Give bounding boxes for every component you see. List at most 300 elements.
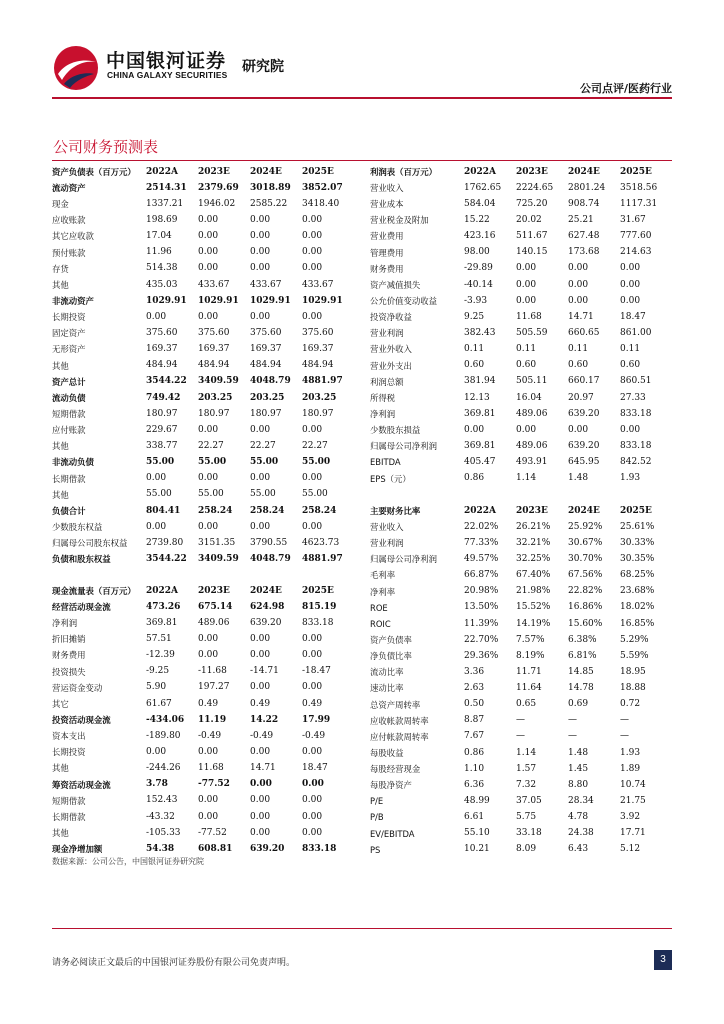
cell-value: 30.70% (568, 553, 603, 564)
table-row (52, 487, 348, 503)
table-row (370, 471, 666, 487)
table-row (370, 309, 666, 325)
row-label: 其他 (52, 360, 69, 371)
row-label: 归属母公司净利润 (370, 441, 437, 452)
cell-value: — (620, 731, 629, 742)
cell-value: 0.00 (302, 811, 323, 822)
cell-value: 55.00 (302, 457, 331, 468)
table-row (52, 680, 348, 696)
row-label: 营业收入 (370, 521, 404, 532)
row-label: 每股净资产 (370, 780, 412, 791)
cell-value: 627.48 (568, 231, 600, 242)
cell-value: 37.05 (516, 796, 542, 807)
row-label: 营业外收入 (370, 344, 412, 355)
cell-value: 1029.91 (250, 295, 291, 306)
table-row (370, 729, 666, 745)
cell-value: -0.49 (198, 730, 222, 741)
cell-value: — (620, 715, 629, 726)
table-row (52, 551, 348, 567)
cell-value: 5.59% (620, 650, 649, 661)
cell-value: 0.50 (464, 699, 485, 710)
cell-value: 198.69 (146, 214, 178, 225)
table-header-row (52, 164, 348, 180)
table-row (52, 761, 348, 777)
cell-value: 489.06 (198, 617, 230, 628)
cell-value: 1762.65 (464, 182, 502, 193)
cell-value: 0.00 (302, 827, 323, 838)
cell-value: 0.00 (516, 263, 537, 274)
row-label: 负债合计 (52, 505, 86, 516)
table-row (52, 631, 348, 647)
table-row (370, 503, 666, 519)
cell-value: 54.38 (146, 843, 175, 854)
row-label: 营业成本 (370, 199, 404, 210)
row-label: 归属母公司股东权益 (52, 538, 128, 549)
cell-value: 0.00 (302, 231, 323, 242)
cell-value: 55.00 (146, 457, 175, 468)
row-label: 净利润 (370, 408, 396, 419)
cell-value: -29.89 (464, 263, 493, 274)
cell-value: 61.67 (146, 698, 172, 709)
cell-value: 18.47 (302, 763, 328, 774)
cell-value: 0.00 (302, 746, 323, 757)
report-category: 公司点评/医药行业 (579, 82, 672, 95)
income-statement-table (370, 164, 666, 858)
table-row (52, 293, 348, 309)
cell-value: 140.15 (516, 247, 548, 258)
cell-value: 25.61% (620, 521, 655, 532)
table-row (370, 681, 666, 697)
cell-value: -77.52 (198, 827, 227, 838)
row-label: 其他 (52, 763, 69, 774)
cell-value: 6.43 (568, 844, 589, 855)
row-label: 流动负债 (52, 392, 86, 403)
cell-value: 11.39% (464, 618, 499, 629)
cell-value: 55.00 (302, 489, 328, 500)
cell-value: 22.02% (464, 521, 499, 532)
table-row (52, 615, 348, 631)
cell-value: 639.20 (250, 843, 285, 854)
table-row (52, 471, 348, 487)
row-label: 短期借款 (52, 408, 86, 419)
cell-value: 22.27 (198, 440, 224, 451)
cell-value: 11.64 (516, 683, 542, 694)
cell-value: 369.81 (146, 617, 178, 628)
cell-value: 2023E (516, 166, 548, 177)
cell-value: 0.00 (250, 521, 271, 532)
cell-value: 27.33 (620, 392, 646, 403)
row-label: 公允价值变动收益 (370, 295, 437, 306)
cell-value: 645.95 (568, 457, 600, 468)
cell-value: 0.00 (302, 521, 323, 532)
cell-value: 0.69 (568, 699, 589, 710)
cell-value: 0.00 (250, 650, 271, 661)
cell-value: 203.25 (198, 392, 233, 403)
header-divider (52, 97, 672, 99)
cell-value: 22.27 (250, 440, 276, 451)
cell-value: 0.00 (620, 295, 641, 306)
cell-value: 20.02 (516, 214, 542, 225)
cell-value: 11.68 (516, 311, 542, 322)
table-row (370, 438, 666, 454)
table-row (370, 648, 666, 664)
cell-value: 660.65 (568, 327, 600, 338)
row-label: 长期借款 (52, 473, 86, 484)
cell-value: 0.00 (302, 424, 323, 435)
row-label: 每股经营现金 (370, 764, 421, 775)
table-row (52, 535, 348, 551)
cell-value: 0.00 (198, 650, 219, 661)
cell-value: 23.68% (620, 586, 655, 597)
cell-value: 0.11 (464, 344, 485, 355)
cell-value: 0.60 (464, 360, 485, 371)
cell-value: 2022A (146, 585, 179, 596)
row-label: 主要财务比率 (370, 505, 421, 516)
cell-value: 0.00 (568, 279, 589, 290)
cell-value: 3.92 (620, 812, 641, 823)
cell-value: 0.00 (302, 650, 323, 661)
cell-value: 11.71 (516, 666, 542, 677)
cell-value: 1.45 (568, 763, 589, 774)
cell-value: 375.60 (146, 327, 178, 338)
cell-value: 0.00 (146, 746, 167, 757)
cell-value: 16.85% (620, 618, 655, 629)
cell-value: 2025E (302, 585, 334, 596)
cell-value: 489.06 (516, 440, 548, 451)
cell-value: 4881.97 (302, 553, 343, 564)
cell-value: 0.00 (198, 811, 219, 822)
cell-value: 169.37 (146, 344, 178, 355)
row-label: 投资净收益 (370, 312, 412, 323)
cell-value: 14.78 (568, 683, 594, 694)
table-row (370, 342, 666, 358)
cell-value: 173.68 (568, 247, 600, 258)
cell-value: 32.25% (516, 553, 551, 564)
cell-value: 1.10 (464, 763, 485, 774)
table-row (52, 358, 348, 374)
row-label: 其它应收款 (52, 231, 94, 242)
cell-value: 338.77 (146, 440, 178, 451)
cell-value: 0.49 (250, 698, 271, 709)
cell-value: 49.57% (464, 553, 499, 564)
cell-value: 15.52% (516, 602, 551, 613)
cell-value: 381.94 (464, 376, 496, 387)
cell-value: 11.68 (198, 763, 224, 774)
cell-value: 55.00 (250, 457, 279, 468)
row-label: EV/EBITDA (370, 828, 415, 839)
cell-value: 0.00 (302, 473, 323, 484)
table-row (370, 842, 666, 858)
table-row (370, 390, 666, 406)
cell-value: 4623.73 (302, 537, 340, 548)
galaxy-logo-icon (52, 44, 100, 92)
table-row (52, 196, 348, 212)
cell-value: 833.18 (620, 440, 652, 451)
cell-value: 505.59 (516, 327, 548, 338)
row-label: EPS（元） (370, 473, 411, 484)
cell-value: 0.49 (302, 698, 323, 709)
cell-value: 405.47 (464, 457, 496, 468)
cell-value: 1.89 (620, 763, 641, 774)
cell-value: 10.74 (620, 779, 646, 790)
cell-value: 180.97 (146, 408, 178, 419)
cell-value: 29.36% (464, 650, 499, 661)
cell-value (516, 487, 568, 503)
cell-value: 1.93 (620, 747, 641, 758)
cell-value: 203.25 (250, 392, 285, 403)
cell-value: 258.24 (250, 505, 285, 516)
table-row (370, 584, 666, 600)
row-label: 存货 (52, 263, 69, 274)
cell-value: 1029.91 (302, 295, 343, 306)
cell-value: 1.14 (516, 747, 537, 758)
cell-value: 660.17 (568, 376, 600, 387)
cell-value: -189.80 (146, 730, 181, 741)
cell-value: 16.04 (516, 392, 542, 403)
cell-value: -3.93 (464, 295, 488, 306)
cell-value: 7.57% (516, 634, 545, 645)
table-row (370, 664, 666, 680)
row-label: 营业收入 (370, 183, 404, 193)
cell-value: 32.21% (516, 537, 551, 548)
cell-value: 3418.40 (302, 198, 340, 209)
table-row (370, 487, 666, 503)
row-label (370, 487, 464, 503)
cell-value: 0.00 (198, 231, 219, 242)
table-row (370, 406, 666, 422)
row-label: 资产减值损失 (370, 279, 421, 290)
table-row (370, 713, 666, 729)
cell-value: 1029.91 (198, 295, 239, 306)
cell-value: 197.27 (198, 682, 230, 693)
cell-value: -105.33 (146, 827, 181, 838)
row-label: 毛利率 (370, 570, 396, 581)
table-row (52, 261, 348, 277)
cell-value: 5.90 (146, 682, 167, 693)
cell-value: 2801.24 (568, 182, 606, 193)
row-label: 投资活动现金流 (52, 714, 111, 725)
table-row (52, 406, 348, 422)
cell-value: 0.00 (516, 295, 537, 306)
table-row (370, 826, 666, 842)
table-row (370, 793, 666, 809)
cell-value: 16.86% (568, 602, 603, 613)
row-label: P/E (370, 796, 384, 807)
cell-value: 484.94 (198, 360, 230, 371)
cell-value: 169.37 (302, 344, 334, 355)
row-label: 流动比率 (370, 667, 404, 678)
cell-value: 0.00 (620, 424, 641, 435)
page-number: 3 (654, 950, 672, 970)
table-row (52, 229, 348, 245)
row-label: ROE (370, 602, 388, 613)
row-label: 应收账款 (52, 215, 86, 226)
cell-value: 2025E (302, 166, 334, 177)
cell-value: 31.67 (620, 214, 646, 225)
row-label: 长期投资 (52, 312, 86, 323)
cell-value: 180.97 (302, 408, 334, 419)
cell-value: 30.33% (620, 537, 655, 548)
cell-value: 0.65 (516, 699, 537, 710)
cell-value: -0.49 (302, 730, 326, 741)
row-label: 管理费用 (370, 247, 404, 258)
cell-value: 375.60 (250, 327, 282, 338)
cell-value: -40.14 (464, 279, 493, 290)
cell-value: 152.43 (146, 795, 178, 806)
row-label: 固定资产 (52, 328, 86, 339)
cell-value: 514.38 (146, 263, 178, 274)
cell-value: 0.00 (198, 424, 219, 435)
cell-value: 777.60 (620, 231, 652, 242)
table-row (52, 342, 348, 358)
cell-value: 833.18 (620, 408, 652, 419)
row-label: 其他 (52, 489, 69, 500)
row-label: 速动比率 (370, 683, 404, 694)
cell-value: 0.00 (250, 811, 271, 822)
cell-value: 0.00 (198, 214, 219, 225)
cell-value: 2025E (620, 505, 652, 516)
cell-value: -14.71 (250, 666, 279, 677)
cell-value: — (516, 731, 525, 742)
cell-value: 67.40% (516, 570, 551, 581)
cell-value: 2024E (568, 166, 600, 177)
cell-value: -11.68 (198, 666, 227, 677)
table-row (52, 180, 348, 196)
cell-value: 18.95 (620, 666, 646, 677)
table-header-row (52, 583, 348, 599)
table-row (52, 455, 348, 471)
cell-value: 3.36 (464, 666, 485, 677)
cell-value: 25.92% (568, 521, 603, 532)
cell-value: 0.00 (198, 746, 219, 757)
cell-value: 608.81 (198, 843, 233, 854)
cell-value: 0.60 (620, 360, 641, 371)
cell-value: 55.10 (464, 828, 490, 839)
cell-value: 98.00 (464, 247, 490, 258)
company-name-cn: 中国银河证券 (106, 50, 227, 72)
row-label: 现金 (52, 199, 69, 210)
cell-value: 624.98 (250, 601, 285, 612)
table-row (52, 599, 348, 615)
row-label: 现金流量表（百万元） (52, 585, 136, 596)
table-row (370, 293, 666, 309)
cell-value: 0.86 (464, 747, 485, 758)
cell-value: 842.52 (620, 457, 652, 468)
cell-value: 725.20 (516, 198, 548, 209)
cell-value: 3.78 (146, 779, 168, 790)
cell-value: 0.00 (568, 295, 589, 306)
cell-value: 30.35% (620, 553, 655, 564)
cell-value: 0.00 (464, 424, 485, 435)
cell-value: 0.11 (568, 344, 589, 355)
cell-value: -9.25 (146, 666, 170, 677)
cell-value: 3544.22 (146, 553, 187, 564)
cash-flow-table (52, 583, 348, 857)
row-label: EBITDA (370, 457, 401, 468)
table-row (52, 277, 348, 293)
table-row (52, 809, 348, 825)
table-row (370, 180, 666, 196)
cell-value: 369.81 (464, 440, 496, 451)
cell-value: 68.25% (620, 570, 655, 581)
institute-label: 研究院 (242, 59, 284, 75)
cell-value: 369.81 (464, 408, 496, 419)
row-label: 非流动资产 (52, 295, 94, 306)
cell-value: 2022A (146, 166, 179, 177)
cell-value: 2022A (464, 166, 497, 177)
cell-value: 0.00 (250, 311, 271, 322)
cell-value: 0.00 (198, 633, 219, 644)
cell-value: 3518.56 (620, 182, 658, 193)
cell-value: 2514.31 (146, 182, 187, 193)
cell-value: 0.49 (198, 698, 219, 709)
table-row (52, 374, 348, 390)
table-row (52, 825, 348, 841)
cell-value: 0.00 (250, 633, 271, 644)
row-label: 营业费用 (370, 231, 404, 242)
row-label: 每股收益 (370, 747, 404, 758)
cell-value: 0.00 (146, 521, 167, 532)
cell-value: 0.00 (302, 311, 323, 322)
cell-value: 26.21% (516, 521, 551, 532)
cell-value: 0.00 (250, 682, 271, 693)
cell-value: 3409.59 (198, 376, 239, 387)
cell-value: 804.41 (146, 505, 181, 516)
table-row (370, 761, 666, 777)
cell-value: 375.60 (198, 327, 230, 338)
cell-value: 24.38 (568, 828, 594, 839)
row-label: 长期借款 (52, 811, 86, 822)
row-label: 预付账款 (52, 247, 86, 258)
cell-value: 489.06 (516, 408, 548, 419)
cell-value: 2379.69 (198, 182, 239, 193)
cell-value: 0.11 (516, 344, 537, 355)
cell-value: — (516, 715, 525, 726)
cell-value: 18.47 (620, 311, 646, 322)
cell-value: 10.21 (464, 844, 490, 855)
table-row (370, 535, 666, 551)
table-row (370, 212, 666, 228)
cell-value: 3151.35 (198, 537, 236, 548)
row-label: 营业外支出 (370, 360, 412, 371)
cell-value: 1946.02 (198, 198, 236, 209)
section-divider (52, 160, 672, 161)
cell-value: 2023E (198, 585, 230, 596)
cell-value: 0.00 (516, 424, 537, 435)
row-label: 总资产周转率 (370, 699, 421, 710)
cell-value: 0.00 (198, 311, 219, 322)
cell-value: 57.51 (146, 633, 172, 644)
cell-value: 0.00 (568, 424, 589, 435)
table-row (370, 777, 666, 793)
row-label: 短期借款 (52, 795, 86, 806)
row-label: 营业利润 (370, 538, 404, 549)
cell-value: 66.87% (464, 570, 499, 581)
cell-value: 511.67 (516, 231, 548, 242)
row-label: PS (370, 844, 381, 855)
cell-value: 5.29% (620, 634, 649, 645)
table-row (52, 648, 348, 664)
row-label: 净利润 (52, 618, 78, 629)
cell-value: 1.93 (620, 473, 641, 484)
cell-value: 2022A (464, 505, 497, 516)
row-label: 净负债比率 (370, 651, 412, 662)
row-label: 资产负债率 (370, 634, 412, 645)
row-label: 长期投资 (52, 747, 86, 758)
cell-value: -0.49 (250, 730, 274, 741)
cell-value: 908.74 (568, 198, 600, 209)
cell-value: -43.32 (146, 811, 175, 822)
